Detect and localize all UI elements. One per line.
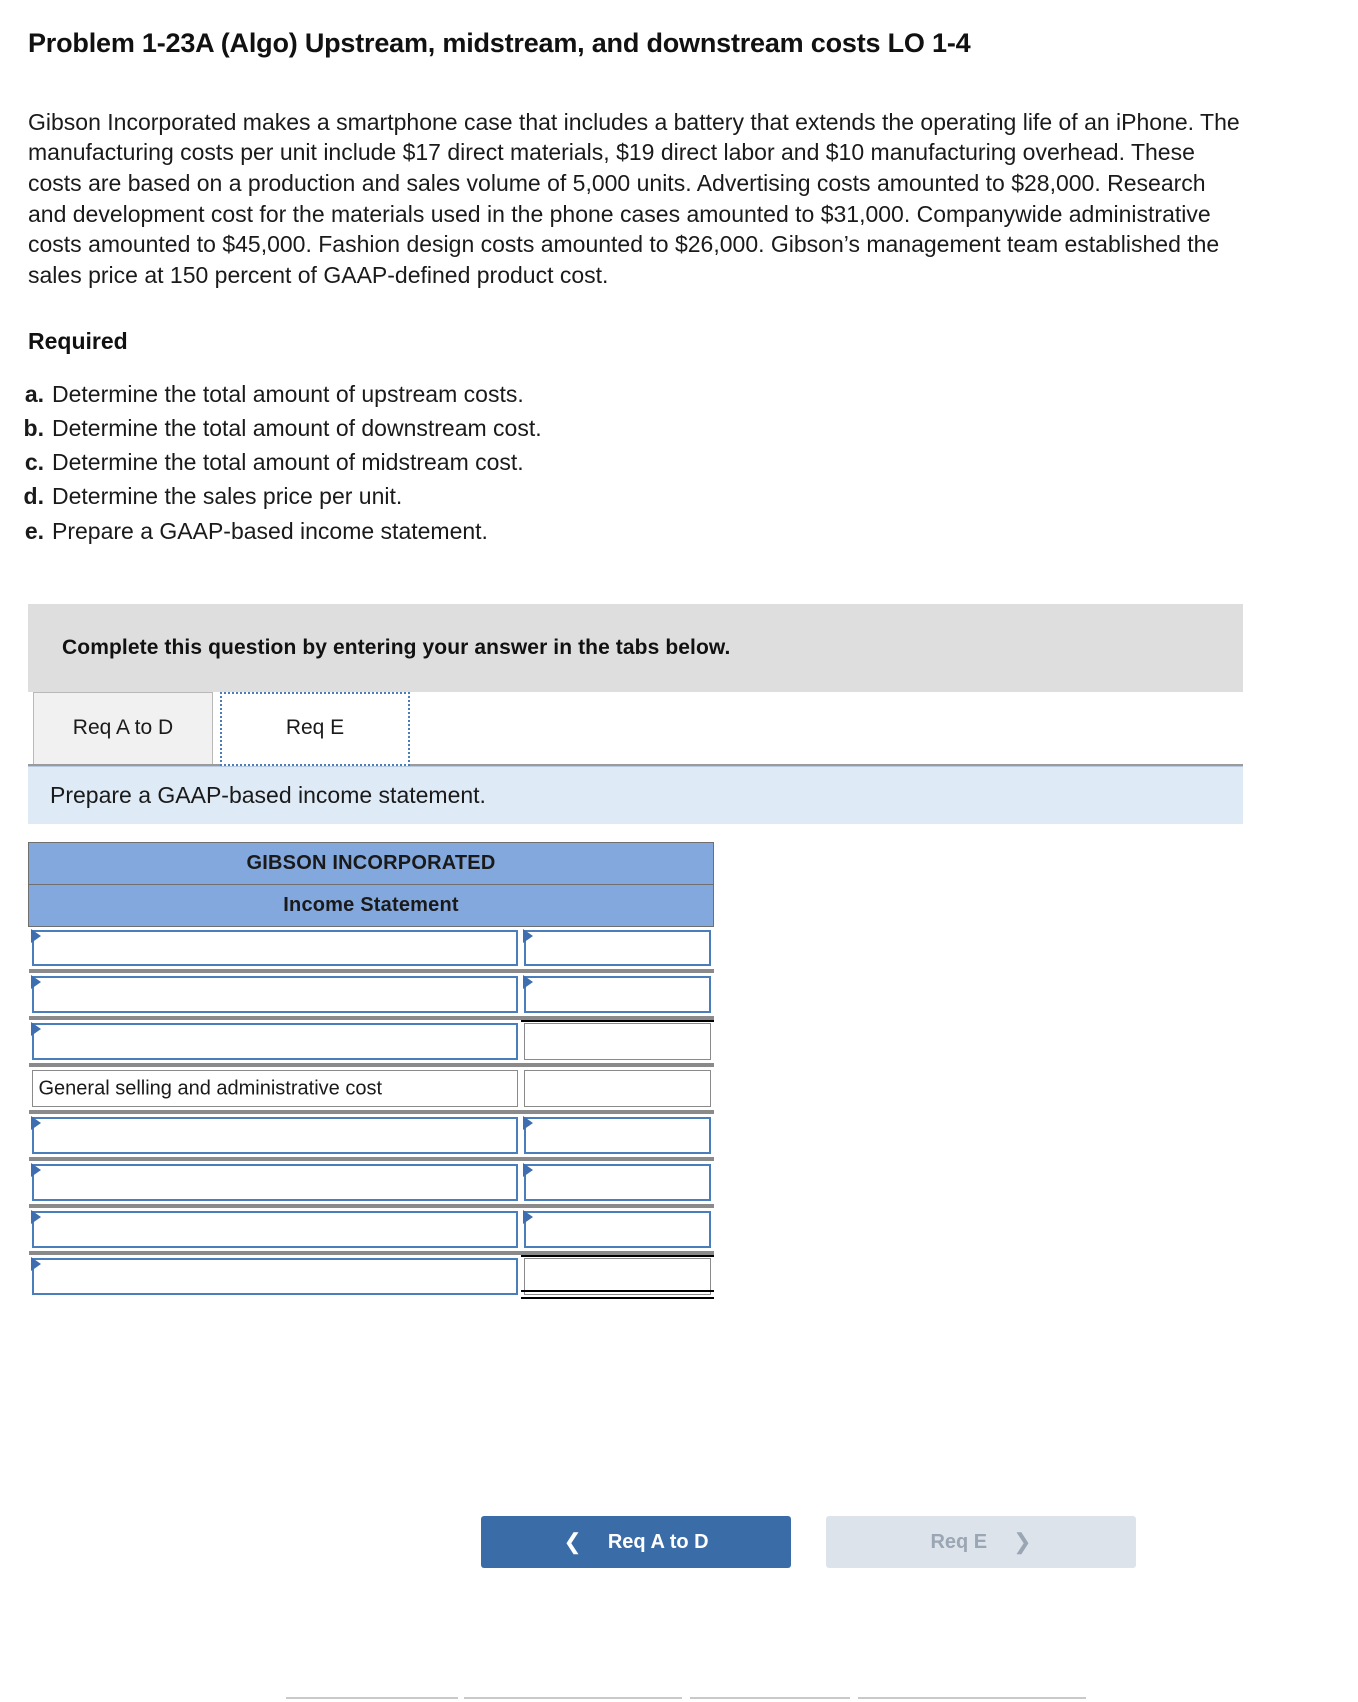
caret-right-icon (523, 975, 533, 989)
dropdown-box (524, 1117, 711, 1154)
total-input-box (524, 1258, 711, 1295)
list-item (16, 479, 1358, 513)
caret-right-icon (523, 1163, 533, 1177)
next-req-e-button[interactable] (826, 1516, 1136, 1568)
table-row (29, 1208, 714, 1251)
sub-instruction-banner (28, 766, 1243, 824)
page-title: Problem 1-23A (Algo) Upstream, midstream, and downstream costs LO 1-4 (28, 28, 971, 58)
dropdown-box (32, 930, 518, 967)
caret-right-icon (31, 1210, 41, 1224)
list-item-letter: e. (24, 517, 44, 544)
dropdown-box (32, 1117, 518, 1154)
dropdown-box (524, 976, 711, 1013)
caret-right-icon (31, 975, 41, 989)
instruction-banner-text: Complete this question by entering your answer in the tabs below. (62, 635, 731, 659)
dropdown-box (32, 1164, 518, 1201)
list-item-label: Prepare a GAAP-based income statement. (52, 517, 488, 544)
required-heading: Required (28, 328, 128, 355)
problem-statement: Gibson Incorporated makes a smartphone case that includes a battery that extends the operating life of an iPhone. The manufacturing costs per unit include $17 direct materials, $19 direct labor and $10 manufacturing overhead. These costs are based on a production and sales volume of 5,000 units. Advertising costs amounted to $28,000. Research and development cost for the materials used in the phone cases amounted to $31,000. Companywide administrative costs amounted to $45,000. Fashion design costs amounted to $26,000. Gibson’s management team established the sales price at 150 percent of GAAP-defined product cost. (28, 108, 1240, 288)
next-button-label: Req E (930, 1530, 988, 1553)
tab-req-a-to-d-label: Req A to D (72, 716, 174, 740)
row-4-label-text: General selling and administrative cost (38, 1077, 383, 1100)
row-6-value-cell[interactable] (521, 1161, 714, 1204)
table-row (29, 1067, 714, 1110)
table-row (29, 1161, 714, 1204)
value-input-box (524, 1023, 711, 1060)
dropdown-box (32, 1211, 518, 1248)
row-5-label-cell[interactable] (29, 1114, 521, 1157)
list-item (16, 445, 1358, 479)
statement-name-header: Income Statement (29, 884, 714, 926)
table-header-row (29, 842, 714, 884)
dropdown-box (32, 1258, 518, 1295)
row-8-label-cell[interactable] (29, 1255, 521, 1298)
list-item-label: Determine the sales price per unit. (52, 483, 403, 510)
caret-right-icon (523, 1116, 533, 1130)
table-header-row (29, 884, 714, 926)
dropdown-box (524, 1164, 711, 1201)
tab-req-a-to-d[interactable] (33, 692, 213, 764)
table-row (29, 1114, 714, 1157)
value-input-box (524, 1070, 711, 1107)
list-item (16, 377, 1358, 411)
row-6-label-cell[interactable] (29, 1161, 521, 1204)
list-item-label: Determine the total amount of upstream costs. (52, 381, 524, 408)
divider-segment (464, 1697, 682, 1699)
tab-req-e[interactable] (220, 692, 410, 766)
tab-bar (28, 692, 1243, 766)
pagination-bar (0, 1516, 1358, 1576)
divider-segment (690, 1697, 850, 1699)
list-item-letter: c. (24, 449, 44, 476)
table-row (29, 926, 714, 969)
dropdown-box (32, 1023, 518, 1060)
dropdown-box (524, 930, 711, 967)
caret-right-icon (31, 1163, 41, 1177)
list-item-label: Determine the total amount of downstream cost. (52, 415, 542, 442)
dropdown-box (32, 976, 518, 1013)
table-row (29, 1020, 714, 1063)
tab-req-e-label: Req E (285, 715, 345, 739)
list-item (16, 411, 1358, 445)
prev-button-label: Req A to D (607, 1530, 709, 1553)
table-row (29, 1255, 714, 1298)
row-2-label-cell[interactable] (29, 973, 521, 1016)
row-2-value-cell[interactable] (521, 973, 714, 1016)
list-item (16, 514, 1358, 548)
company-name-header: GIBSON INCORPORATED (29, 842, 714, 884)
list-item-letter: d. (23, 483, 44, 510)
income-statement-wrapper (28, 842, 1358, 1299)
list-item-label: Determine the total amount of midstream cost. (52, 449, 524, 476)
required-list (16, 377, 1358, 547)
row-3-label-cell[interactable] (29, 1020, 521, 1063)
row-4-label-cell[interactable] (29, 1067, 521, 1110)
divider-segment (858, 1697, 1086, 1699)
row-4-value-cell[interactable] (521, 1067, 714, 1110)
caret-right-icon (523, 1210, 533, 1224)
list-item-letter: b. (23, 415, 44, 442)
prev-req-a-to-d-button[interactable] (481, 1516, 791, 1568)
row-7-value-cell[interactable] (521, 1208, 714, 1251)
bottom-divider (0, 1694, 1358, 1702)
caret-right-icon (31, 1257, 41, 1271)
row-8-value-cell[interactable] (521, 1255, 714, 1298)
caret-right-icon (31, 929, 41, 943)
caret-right-icon (31, 1116, 41, 1130)
income-statement-table (28, 842, 714, 1299)
chevron-right-icon: ❯ (1013, 1529, 1032, 1554)
row-7-label-cell[interactable] (29, 1208, 521, 1251)
row-5-value-cell[interactable] (521, 1114, 714, 1157)
instruction-banner (28, 604, 1243, 692)
list-item-letter: a. (24, 381, 44, 408)
row-1-value-cell[interactable] (521, 926, 714, 969)
table-row (29, 973, 714, 1016)
dropdown-box (524, 1211, 711, 1248)
chevron-left-icon: ❮ (563, 1529, 582, 1554)
sub-instruction-text: Prepare a GAAP-based income statement. (50, 781, 486, 808)
row-1-label-cell[interactable] (29, 926, 521, 969)
caret-right-icon (31, 1022, 41, 1036)
caret-right-icon (523, 929, 533, 943)
divider-segment (286, 1697, 458, 1699)
row-3-value-cell[interactable] (521, 1020, 714, 1063)
